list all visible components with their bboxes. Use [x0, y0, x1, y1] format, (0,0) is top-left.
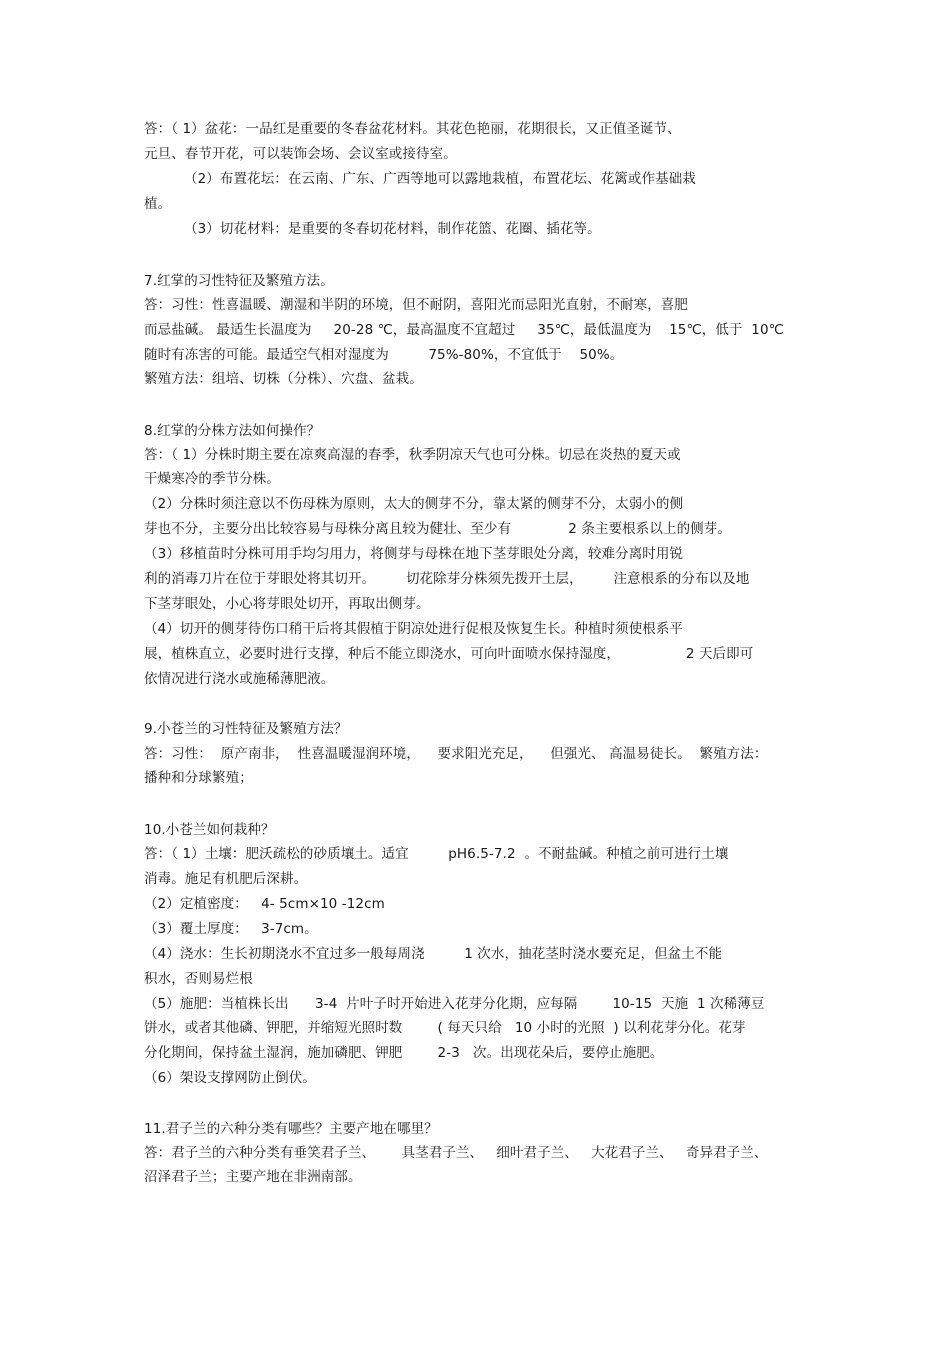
text-line: （6）架设支撑网防止倒伏。 [144, 1070, 316, 1086]
question-heading: 11.君子兰的六种分类有哪些？主要产地在哪里？ [144, 1121, 438, 1137]
question-heading: 7.红掌的习性特征及繁殖方法。 [144, 273, 334, 289]
question-heading: 9.小苍兰的习性特征及繁殖方法？ [144, 721, 348, 737]
text-line: （2）分株时须注意以不伤母株为原则，太大的侧芽不分，靠太紧的侧芽不分，太弱小的侧 [144, 496, 684, 512]
text-line: （4）浇水：生长初期浇水不宜过多一般每周浇 1 次水，抽花茎时浇水要充足，但盆土不能 [144, 946, 723, 962]
text-line: （5）施肥：当植株长出 3-4 片叶子时开始进入花芽分化期，应每隔 10-15 天施 1 次稀薄豆 [144, 996, 765, 1012]
text-line: 答：君子兰的六种分类有垂笑君子兰、 具茎君子兰、 细叶君子兰、 大花君子兰、 奇异君子兰、 [144, 1145, 768, 1161]
question-heading: 10.小苍兰如何栽种？ [144, 822, 275, 838]
text-line: （3）移植苗时分株可用手均匀用力，将侧芽与母株在地下茎芽眼处分离，较难分离时用锐 [144, 546, 684, 562]
text-line: 沼泽君子兰；主要产地在非洲南部。 [144, 1169, 362, 1185]
text-line: 播种和分球繁殖； [144, 770, 253, 786]
text-line: 植。 [144, 196, 172, 212]
text-line: 饼水，或者其他磷、钾肥，并缩短光照时数 ( 每天只给 10 小时的光照 ) 以利花芽分化。花芽 [144, 1020, 746, 1036]
text-line: 而忌盐碱。 最适生长温度为 20-28 ℃，最高温度不宜超过 35℃，最低温度为 15℃，低于 10℃ [144, 322, 784, 338]
text-line: 芽也不分，主要分出比较容易与母株分离且较为健壮、至少有 2 条主要根系以上的侧芽。 [144, 521, 731, 537]
text-line: 利的消毒刀片在位于芽眼处将其切开。 切花除芽分株须先拨开土层， 注意根系的分布以及地 [144, 571, 750, 587]
text-line: 答：（ 1）分株时期主要在凉爽高湿的春季，秋季阴凉天气也可分株。切忌在炎热的夏天或 [144, 447, 681, 463]
text-line: 积水，否则易烂根 [144, 971, 253, 987]
text-line: 随时有冻害的可能。最适空气相对湿度为 75%-80%，不宜低于 50%。 [144, 347, 624, 363]
text-line: 干燥寒冷的季节分株。 [144, 471, 280, 487]
text-line: （3）切花材料：是重要的冬春切花材料，制作花篮、花圈、插花等。 [184, 221, 601, 237]
text-line: 答：习性：性喜温暖、潮湿和半阴的环境，但不耐阴，喜阳光而忌阳光直射，不耐寒，喜肥 [144, 297, 688, 313]
text-line: 元旦、春节开花，可以装饰会场、会议室或接待室。 [144, 146, 457, 162]
text-line: 依情况进行浇水或施稀薄肥液。 [144, 671, 335, 687]
text-line: 展，植株直立，必要时进行支撑，种后不能立即浇水，可向叶面喷水保持湿度， 2 天后即可 [144, 646, 754, 662]
text-line: 下茎芽眼处，小心将芽眼处切开，再取出侧芽。 [144, 596, 430, 612]
text-line: 答：（ 1）盆花：一品红是重要的冬春盆花材料。其花色艳丽，花期很长，又正值圣诞节、 [144, 121, 681, 137]
text-line: （2）布置花坛：在云南、广东、广西等地可以露地栽植，布置花坛、花篱或作基础栽 [184, 171, 696, 187]
text-line: 答：（ 1）土壤：肥沃疏松的砂质壤土。适宜 pH6.5-7.2 。不耐盐碱。种植之前可进行土壤 [144, 846, 729, 862]
text-line: 答：习性： 原产南非， 性喜温暖湿润环境， 要求阳光充足， 但强光、 高温易徒长。 繁殖方法： [144, 746, 768, 762]
text-line: 分化期间，保持盆土湿润，施加磷肥、钾肥 2-3 次。出现花朵后，要停止施肥。 [144, 1045, 664, 1061]
text-line: （2）定植密度： 4- 5cm×10 -12cm [144, 896, 385, 912]
text-line: （3）覆土厚度： 3-7cm。 [144, 921, 318, 937]
text-line: 消毒。施足有机肥后深耕。 [144, 871, 308, 887]
text-line: 繁殖方法：组培、切株（分株）、穴盘、盆栽。 [144, 371, 423, 387]
text-line: （4）切开的侧芽待伤口稍干后将其假植于阴凉处进行促根及恢复生长。种植时须使根系平 [144, 621, 684, 637]
question-heading: 8.红掌的分株方法如何操作？ [144, 423, 321, 439]
